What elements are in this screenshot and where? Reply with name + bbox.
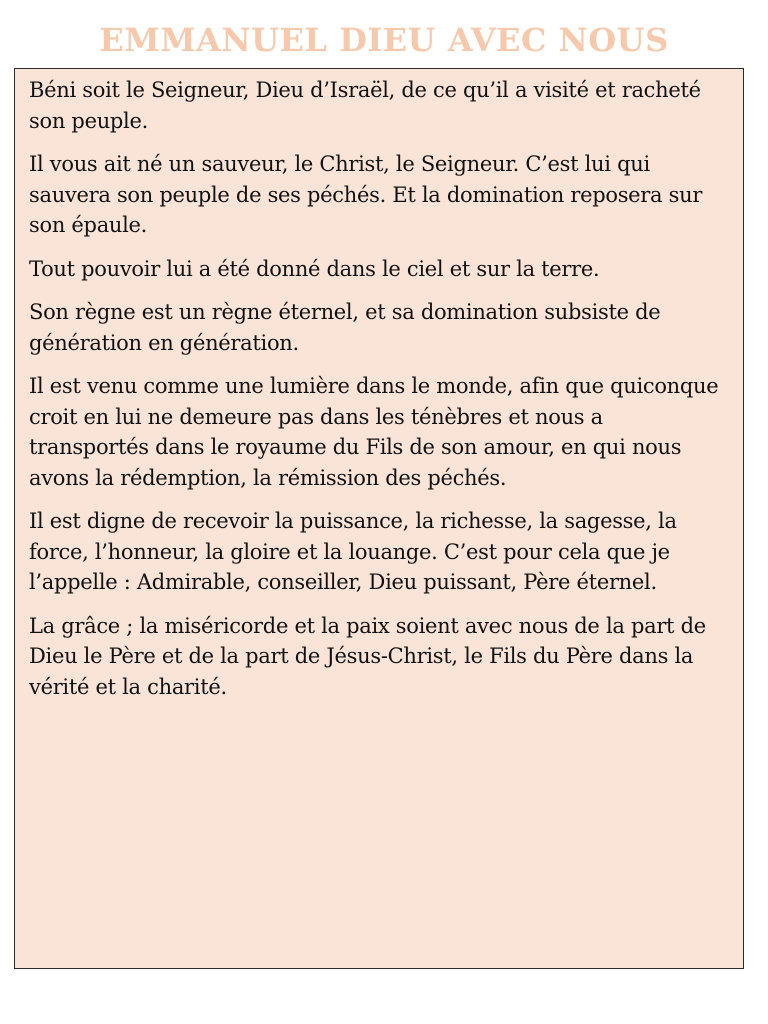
paragraph-5: Il est venu comme une lumière dans le monde, afin que quiconque croit en lui ne demeure pas dans les ténèbres et nous a transportés dans le royaume du Fils de son amour, en qui nous avons la rédemption, la rémission des péchés.	[29, 374, 719, 490]
paragraph-4: Son règne est un règne éternel, et sa domination subsiste de génération en génération.	[29, 300, 661, 355]
page-title: EMMANUEL DIEU AVEC NOUS	[99, 21, 669, 59]
paragraph-7: La grâce ; la miséricorde et la paix soient avec nous de la part de Dieu le Père et de la part de Jésus-Christ, le Fils du Père dans la vérité et la charité.	[29, 613, 706, 699]
paragraph-1: Béni soit le Seigneur, Dieu d’Israël, de ce qu’il a visité et racheté son peuple.	[29, 78, 701, 133]
paragraph-3: Tout pouvoir lui a été donné dans le ciel et sur la terre.	[29, 256, 600, 281]
paragraph-6: Il est digne de recevoir la puissance, la richesse, la sagesse, la force, l’honneur, la gloire et la louange. C’est pour cela que je l’appelle : Admirable, conseiller, Dieu puissant, Père éternel.	[29, 509, 677, 594]
paragraph-2: Il vous ait né un sauveur, le Christ, le Seigneur. C’est lui qui sauvera son peuple de ses péchés. Et la domination reposera sur son épaule.	[29, 152, 703, 237]
text-box	[14, 68, 744, 969]
